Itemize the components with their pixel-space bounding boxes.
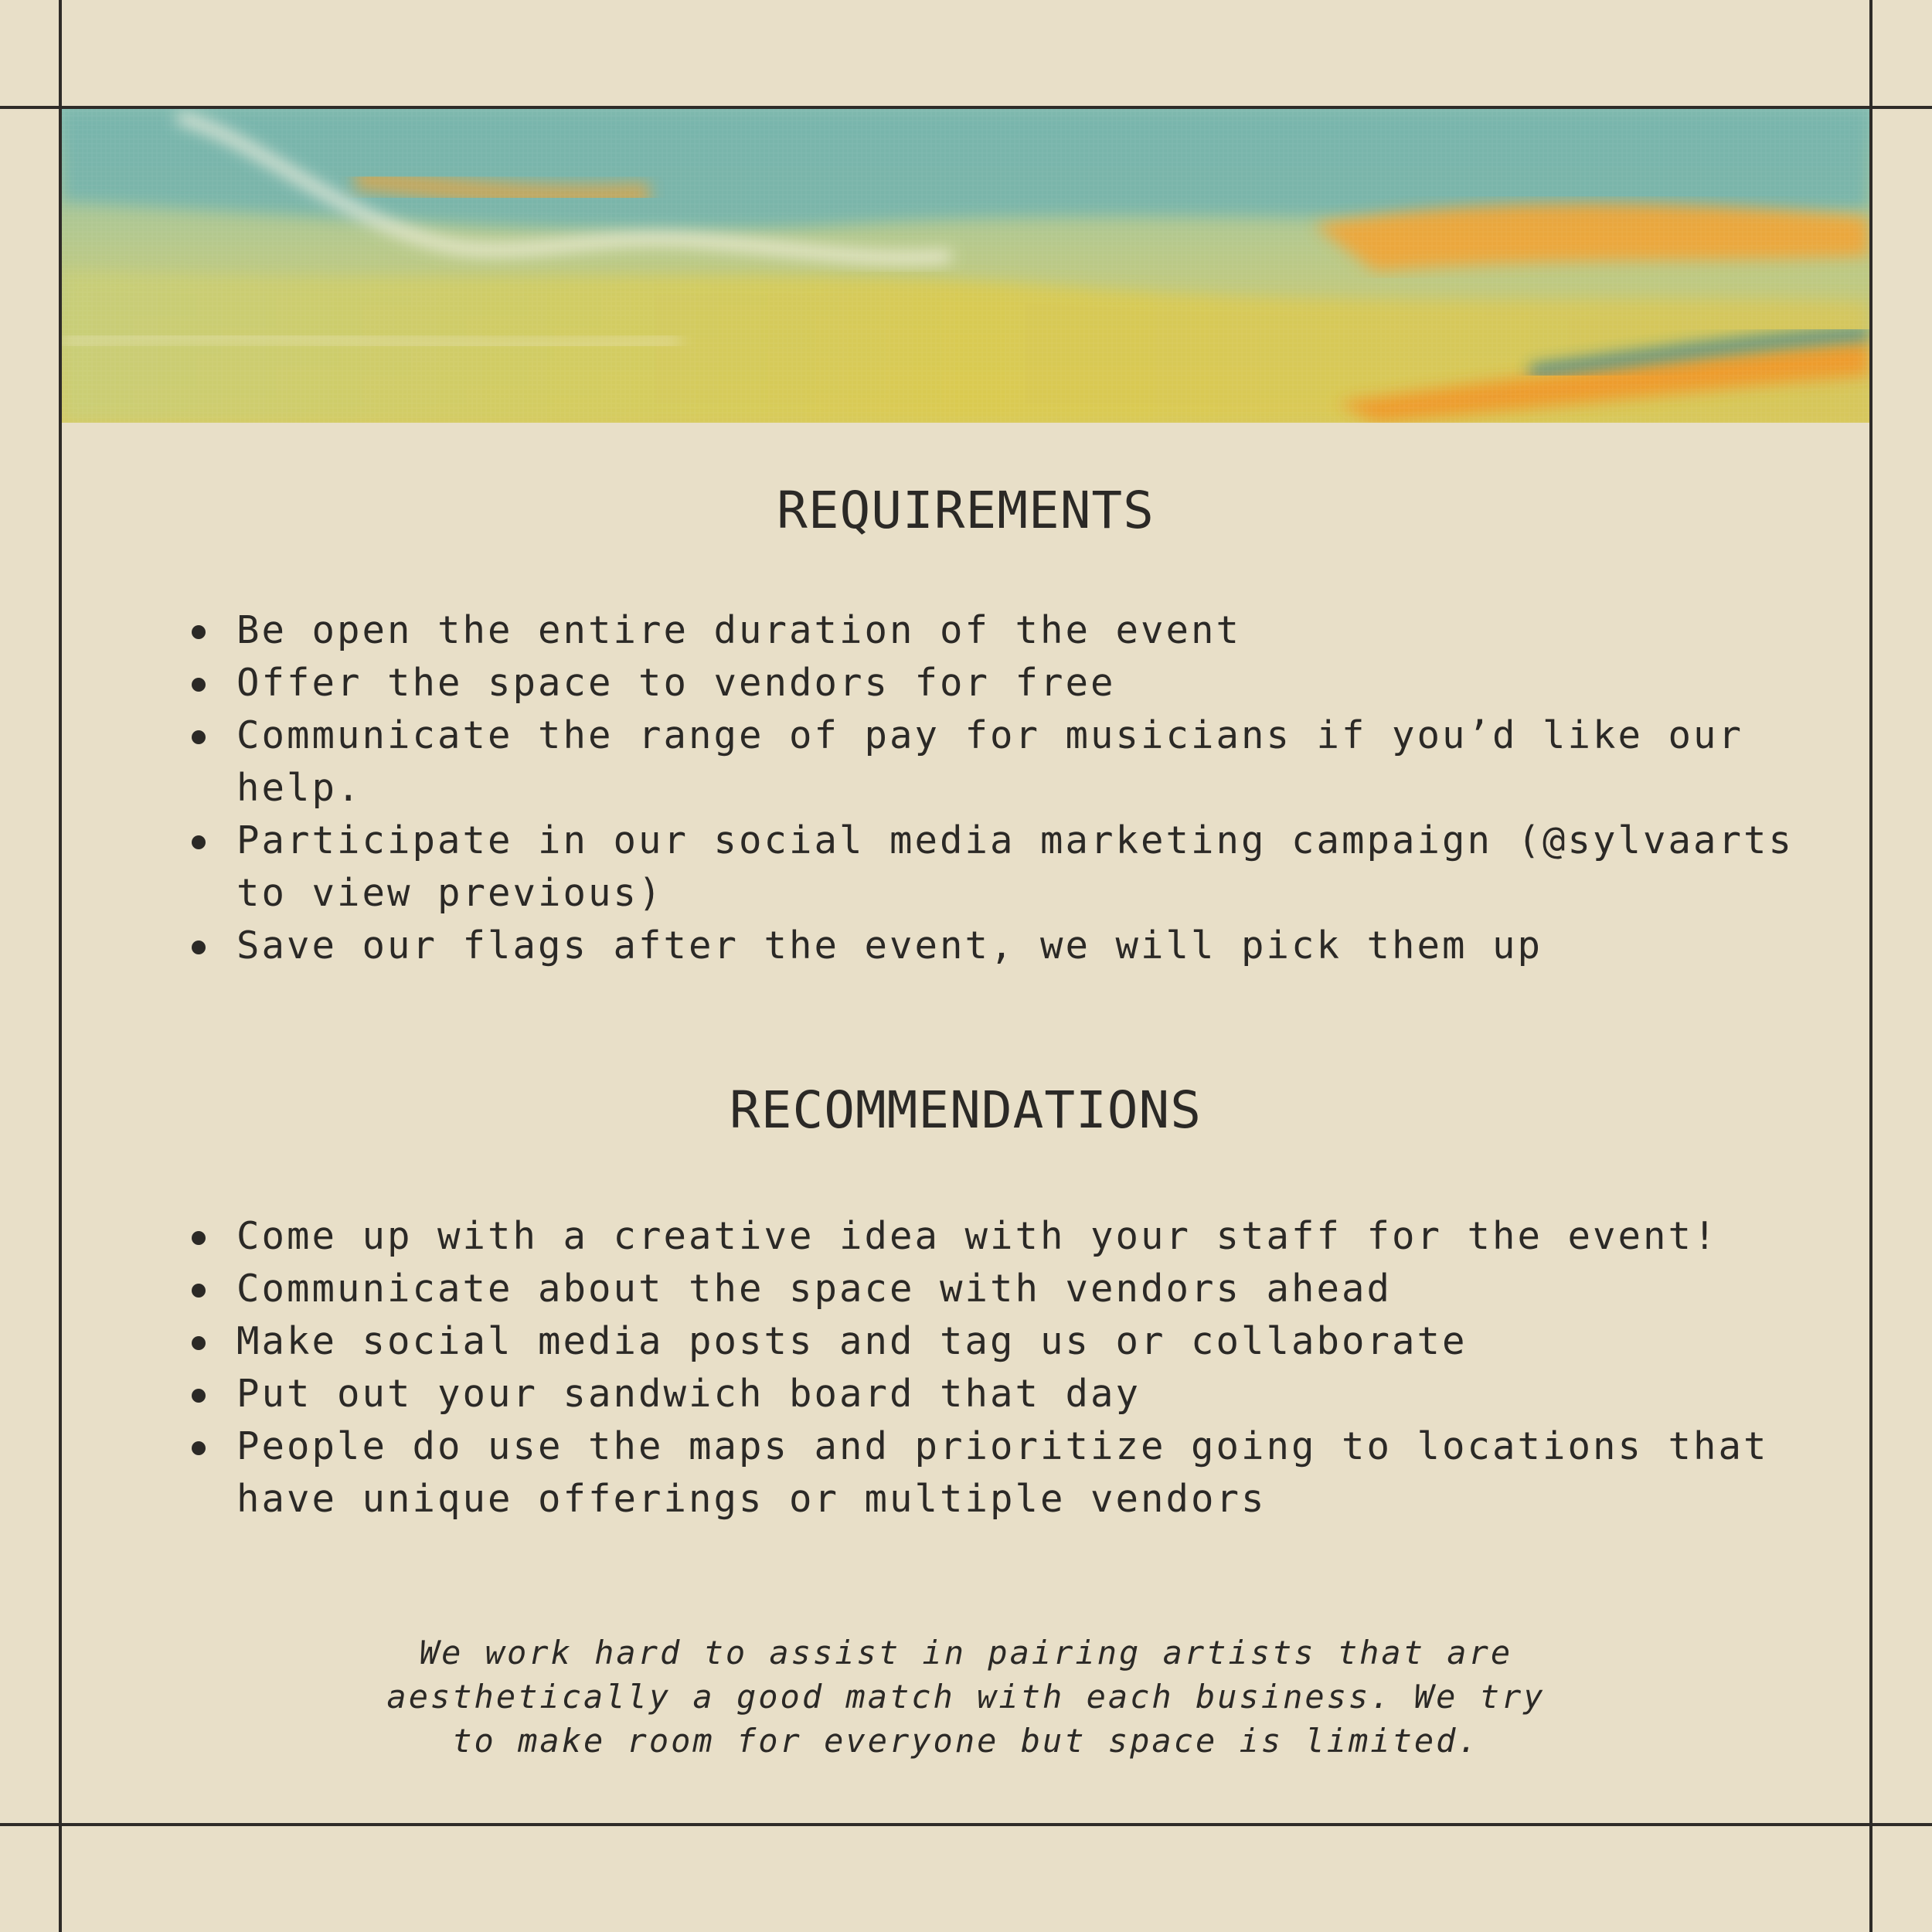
list-item-text: Offer the space to vendors for free: [236, 661, 1116, 705]
list-item-text: Save our flags after the event, we will pick them up: [236, 923, 1543, 968]
list-item-text: Make social media posts and tag us or collaborate: [236, 1319, 1468, 1363]
list-item: [236, 709, 1844, 815]
list-item-text: People do use the maps and prioritize going to locations that have unique offerings or multiple vendors: [236, 1424, 1769, 1521]
list-item-text: Put out your sandwich board that day: [236, 1372, 1141, 1416]
list-item-text: Be open the entire duration of the event: [236, 608, 1242, 652]
list-item: [236, 1420, 1844, 1526]
bullet-icon: [192, 625, 206, 639]
bottom-frame-line: [0, 1823, 1932, 1826]
list-item-text: Communicate about the space with vendors ahead: [236, 1267, 1393, 1311]
right-frame-line: [1869, 0, 1872, 1932]
requirements-list: [192, 604, 1844, 972]
list-item-text: Participate in our social media marketing campaign (@sylvaarts to view previous): [236, 818, 1794, 915]
bullet-icon: [192, 1389, 206, 1403]
list-item: [236, 920, 1844, 972]
bullet-icon: [192, 1441, 206, 1455]
recommendations-heading: RECOMMENDATIONS: [729, 1080, 1202, 1140]
recommendations-list: [192, 1210, 1844, 1526]
requirements-heading: REQUIREMENTS: [777, 481, 1155, 540]
list-item-text: Come up with a creative idea with your staff for the event!: [236, 1214, 1719, 1258]
bullet-icon: [192, 678, 206, 692]
bullet-icon: [192, 730, 206, 744]
bullet-icon: [192, 1336, 206, 1350]
list-item: [236, 604, 1844, 657]
list-item: [236, 1315, 1844, 1368]
closing-note: We work hard to assist in pairing artists that are aesthetically a good match with each business. We try to make room for everyone but space is limited.: [386, 1634, 1546, 1760]
abstract-painting-banner: [62, 109, 1869, 423]
bullet-icon: [192, 835, 206, 849]
list-item: [236, 1368, 1844, 1420]
bullet-icon: [192, 1231, 206, 1245]
bullet-icon: [192, 1284, 206, 1298]
bullet-icon: [192, 940, 206, 954]
list-item: [236, 1210, 1844, 1263]
list-item-text: Communicate the range of pay for musicians if you’d like our help.: [236, 713, 1744, 810]
list-item: [236, 815, 1844, 920]
list-item: [236, 657, 1844, 709]
list-item: [236, 1263, 1844, 1315]
